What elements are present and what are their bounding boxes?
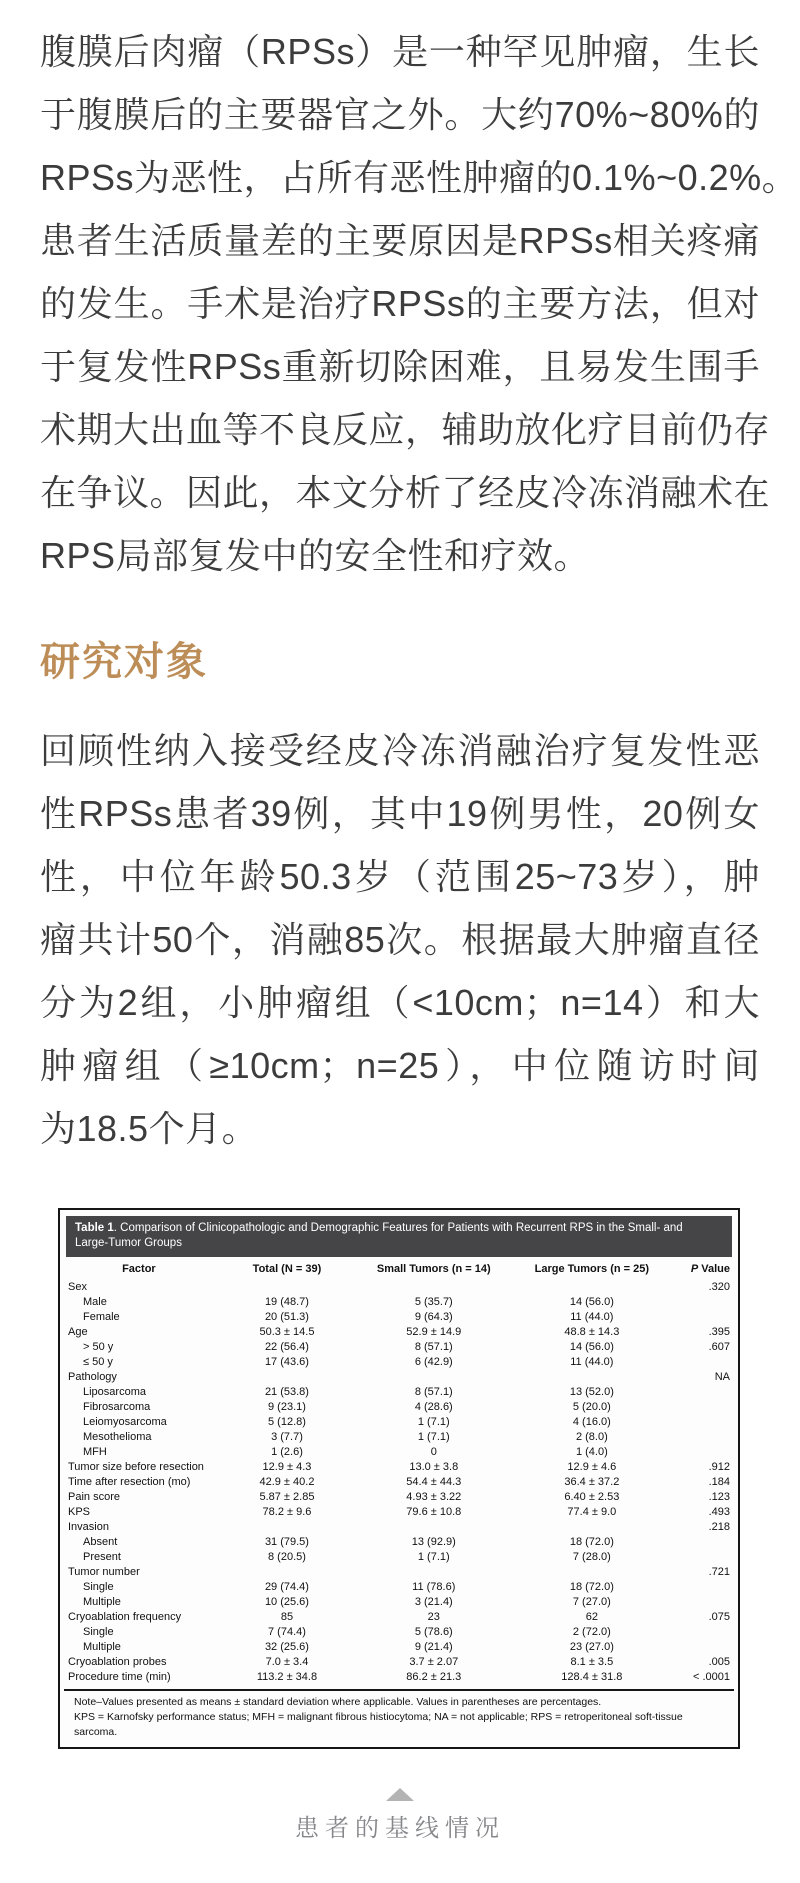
- methods-line: 肿瘤组（≥10cm；n=25），中位随访时间: [40, 1045, 760, 1086]
- factor-cell: Single: [83, 1581, 114, 1593]
- table-row: [64, 1340, 734, 1355]
- table-row: [64, 1595, 734, 1610]
- p-value-cell: [676, 1355, 734, 1370]
- small-tumors-cell: 3 (21.4): [414, 1596, 453, 1608]
- small-tumors-cell: 4.93 ± 3.22: [406, 1491, 462, 1503]
- total-cell: [214, 1520, 360, 1535]
- table-row: [64, 1625, 734, 1640]
- total-cell: 12.9 ± 4.3: [262, 1461, 312, 1473]
- large-tumors-cell: 13 (52.0): [569, 1386, 614, 1398]
- table-row: [64, 1355, 734, 1370]
- p-value-cell: [676, 1385, 734, 1400]
- table-row: [64, 1430, 734, 1445]
- large-tumors-cell: [507, 1520, 676, 1535]
- factor-cell: Fibrosarcoma: [83, 1401, 151, 1413]
- small-tumors-cell: [360, 1565, 507, 1580]
- factor-cell: Cryoablation probes: [68, 1656, 167, 1668]
- small-tumors-cell: 1 (7.1): [417, 1551, 450, 1563]
- total-cell: 22 (56.4): [264, 1341, 309, 1353]
- p-value-cell: [676, 1595, 734, 1610]
- intro-paragraph: [40, 20, 799, 587]
- large-tumors-cell: 36.4 ± 37.2: [564, 1476, 620, 1488]
- table1-title-text: . Comparison of Clinicopathologic and Demographic Features for Patients with Recurrent RPS in the Small- and Large-Tumor Groups: [75, 1222, 683, 1249]
- table1-title: [66, 1216, 732, 1257]
- p-value-cell: .005: [708, 1656, 730, 1668]
- large-tumors-cell: 48.8 ± 14.3: [564, 1326, 620, 1338]
- factor-cell: Present: [83, 1551, 121, 1563]
- p-value-cell: .721: [708, 1566, 730, 1578]
- large-tumors-cell: 62: [585, 1611, 598, 1623]
- factor-cell: MFH: [83, 1446, 107, 1458]
- p-value-cell: [676, 1625, 734, 1640]
- factor-cell: Leiomyosarcoma: [83, 1416, 167, 1428]
- large-tumors-cell: 11 (44.0): [570, 1311, 614, 1323]
- total-cell: 78.2 ± 9.6: [262, 1506, 312, 1518]
- intro-line: 的发生。手术是治疗RPSs的主要方法，但对: [40, 283, 760, 324]
- large-tumors-cell: [507, 1565, 676, 1580]
- total-cell: 5.87 ± 2.85: [259, 1491, 315, 1503]
- small-tumors-cell: 86.2 ± 21.3: [406, 1671, 462, 1683]
- small-tumors-cell: [360, 1370, 507, 1385]
- table-row: [64, 1310, 734, 1325]
- p-value-cell: .218: [708, 1521, 730, 1533]
- column-header-small-tumors: Small Tumors (n = 14): [376, 1263, 491, 1275]
- factor-cell: Pathology: [68, 1371, 117, 1383]
- factor-cell: Cryoablation frequency: [68, 1611, 182, 1623]
- p-value-cell: [676, 1415, 734, 1430]
- total-cell: 5 (12.8): [268, 1416, 306, 1428]
- small-tumors-cell: 1 (7.1): [417, 1416, 450, 1428]
- factor-cell: Age: [68, 1326, 88, 1338]
- factor-cell: Sex: [68, 1281, 87, 1293]
- factor-cell: Mesothelioma: [83, 1431, 152, 1443]
- large-tumors-cell: 18 (72.0): [569, 1581, 614, 1593]
- table-row: [64, 1415, 734, 1430]
- factor-cell: Time after resection (mo): [68, 1476, 191, 1488]
- total-cell: 9 (23.1): [268, 1401, 306, 1413]
- factor-cell: Single: [83, 1626, 114, 1638]
- factor-cell: KPS: [68, 1506, 91, 1518]
- factor-cell: Multiple: [83, 1641, 121, 1653]
- total-cell: 21 (53.8): [264, 1386, 309, 1398]
- large-tumors-cell: 11 (44.0): [570, 1356, 614, 1368]
- large-tumors-cell: 1 (4.0): [575, 1446, 608, 1458]
- large-tumors-cell: 5 (20.0): [572, 1401, 611, 1413]
- p-value-cell: [676, 1640, 734, 1655]
- intro-line: RPS局部复发中的安全性和疗效。: [40, 535, 591, 576]
- section-heading: 研究对象: [40, 639, 208, 684]
- large-tumors-cell: 7 (27.0): [572, 1596, 611, 1608]
- intro-line: 于腹膜后的主要器官之外。大约70%~80%的: [40, 94, 760, 135]
- total-cell: 20 (51.3): [264, 1311, 309, 1323]
- intro-line: 在争议。因此，本文分析了经皮冷冻消融术在: [40, 472, 771, 513]
- large-tumors-cell: 128.4 ± 31.8: [561, 1671, 623, 1683]
- total-cell: 3 (7.7): [271, 1431, 303, 1443]
- large-tumors-cell: 77.4 ± 9.0: [567, 1506, 617, 1518]
- p-value-cell: .395: [708, 1326, 730, 1338]
- total-cell: 8 (20.5): [268, 1551, 306, 1563]
- table1-notes: [64, 1689, 734, 1747]
- large-tumors-cell: 2 (72.0): [572, 1626, 611, 1638]
- large-tumors-cell: 14 (56.0): [569, 1341, 614, 1353]
- note-line: Note–Values presented as means ± standard deviation where applicable. Values in parentheses are percentages.: [74, 1696, 602, 1708]
- factor-cell: Multiple: [83, 1596, 121, 1608]
- column-header-total: Total (N = 39): [252, 1263, 322, 1275]
- small-tumors-cell: 0: [430, 1446, 437, 1458]
- intro-line: 于复发性RPSs重新切除困难，且易发生围手: [40, 346, 760, 387]
- p-value-cell: .912: [708, 1461, 730, 1473]
- p-value-cell: [676, 1580, 734, 1595]
- table-row: [64, 1535, 734, 1550]
- p-value-cell: [676, 1535, 734, 1550]
- p-value-cell: [676, 1400, 734, 1415]
- table-row: [64, 1550, 734, 1565]
- total-cell: 7 (74.4): [268, 1626, 306, 1638]
- total-cell: 42.9 ± 40.2: [259, 1476, 315, 1488]
- factor-cell: Absent: [83, 1536, 118, 1548]
- factor-cell: ≤ 50 y: [83, 1356, 113, 1368]
- large-tumors-cell: [507, 1370, 676, 1385]
- table-row: [64, 1520, 734, 1535]
- table-row: [64, 1490, 734, 1505]
- table-row: [64, 1325, 734, 1340]
- table-row: [64, 1280, 734, 1295]
- large-tumors-cell: 4 (16.0): [572, 1416, 611, 1428]
- total-cell: 85: [280, 1611, 294, 1623]
- small-tumors-cell: 4 (28.6): [414, 1401, 453, 1413]
- small-tumors-cell: [360, 1280, 507, 1295]
- methods-line: 为18.5个月。: [40, 1108, 259, 1149]
- factor-cell: Female: [83, 1311, 120, 1323]
- total-cell: 17 (43.6): [264, 1356, 309, 1368]
- p-value-cell: [676, 1445, 734, 1460]
- small-tumors-cell: 9 (21.4): [414, 1641, 453, 1653]
- total-cell: 32 (25.6): [264, 1641, 309, 1653]
- p-value-cell: [676, 1430, 734, 1445]
- small-tumors-cell: 8 (57.1): [414, 1341, 453, 1353]
- table-row: [64, 1475, 734, 1490]
- small-tumors-cell: 11 (78.6): [412, 1581, 456, 1593]
- table-row: [64, 1565, 734, 1580]
- p-value-cell: [676, 1310, 734, 1325]
- p-value-cell: .493: [708, 1506, 730, 1518]
- factor-cell: Tumor size before resection: [68, 1461, 204, 1473]
- p-value-cell: .075: [708, 1611, 730, 1623]
- small-tumors-cell: 6 (42.9): [414, 1356, 453, 1368]
- table-row: [64, 1385, 734, 1400]
- p-value-cell: < .0001: [692, 1671, 730, 1683]
- image-caption: 患者的基线情况: [295, 1815, 505, 1842]
- small-tumors-cell: 1 (7.1): [417, 1431, 450, 1443]
- intro-line: 腹膜后肉瘤（RPSs）是一种罕见肿瘤，生长: [40, 31, 760, 72]
- large-tumors-cell: 23 (27.0): [569, 1641, 614, 1653]
- table-row: [64, 1400, 734, 1415]
- methods-line: 瘤共计50个，消融85次。根据最大肿瘤直径: [40, 919, 760, 960]
- p-value-cell: .607: [708, 1341, 730, 1353]
- table-row: [64, 1445, 734, 1460]
- small-tumors-cell: [360, 1520, 507, 1535]
- small-tumors-cell: 8 (57.1): [414, 1386, 453, 1398]
- small-tumors-cell: 3.7 ± 2.07: [409, 1656, 459, 1668]
- total-cell: 19 (48.7): [264, 1296, 309, 1308]
- small-tumors-cell: 5 (35.7): [414, 1296, 453, 1308]
- factor-cell: Tumor number: [68, 1566, 140, 1578]
- small-tumors-cell: 54.4 ± 44.3: [406, 1476, 462, 1488]
- factor-cell: > 50 y: [83, 1341, 114, 1353]
- table1-figure: [58, 1208, 740, 1749]
- methods-line: 分为2组，小肿瘤组（<10cm；n=14）和大: [40, 982, 760, 1023]
- p-value-cell: [676, 1295, 734, 1310]
- total-cell: 7.0 ± 3.4: [265, 1656, 309, 1668]
- large-tumors-cell: 12.9 ± 4.6: [567, 1461, 617, 1473]
- large-tumors-cell: 6.40 ± 2.53: [564, 1491, 620, 1503]
- factor-cell: Liposarcoma: [83, 1386, 146, 1398]
- p-value-cell: [676, 1550, 734, 1565]
- small-tumors-cell: 79.6 ± 10.8: [406, 1506, 462, 1518]
- large-tumors-cell: 14 (56.0): [569, 1296, 614, 1308]
- table1-title-bold: Table 1: [75, 1222, 114, 1234]
- table-row: [64, 1295, 734, 1310]
- p-value-cell: .123: [708, 1491, 730, 1503]
- large-tumors-cell: 2 (8.0): [575, 1431, 608, 1443]
- small-tumors-cell: 23: [427, 1611, 440, 1623]
- table-row: [64, 1610, 734, 1625]
- methods-line: 回顾性纳入接受经皮冷冻消融治疗复发性恶: [40, 730, 760, 771]
- large-tumors-cell: 18 (72.0): [569, 1536, 614, 1548]
- methods-paragraph: [40, 719, 760, 1160]
- methods-line: 性，中位年龄50.3岁（范围25~73岁），肿: [40, 856, 760, 897]
- column-header-factor: Factor: [122, 1263, 156, 1275]
- small-tumors-cell: 5 (78.6): [414, 1626, 453, 1638]
- small-tumors-cell: 13 (92.9): [411, 1536, 456, 1548]
- factor-cell: Male: [83, 1296, 107, 1308]
- p-value-cell: NA: [714, 1371, 730, 1383]
- table1: [64, 1262, 734, 1685]
- total-cell: 50.3 ± 14.5: [259, 1326, 315, 1338]
- total-cell: 1 (2.6): [271, 1446, 303, 1458]
- large-tumors-cell: 7 (28.0): [572, 1551, 611, 1563]
- column-header-large-tumors: Large Tumors (n = 25): [534, 1263, 650, 1275]
- large-tumors-cell: 8.1 ± 3.5: [570, 1656, 614, 1668]
- p-value-cell: .320: [708, 1281, 730, 1293]
- table-row: [64, 1460, 734, 1475]
- total-cell: 10 (25.6): [264, 1596, 309, 1608]
- total-cell: [214, 1370, 360, 1385]
- table-row: [64, 1505, 734, 1520]
- total-cell: 31 (79.5): [264, 1536, 309, 1548]
- intro-line: 术期大出血等不良反应，辅助放化疗目前仍存: [40, 409, 771, 450]
- factor-cell: Invasion: [68, 1521, 109, 1533]
- table-row: [64, 1580, 734, 1595]
- intro-line: RPSs为恶性，占所有恶性肿瘤的0.1%~0.2%。: [40, 157, 799, 198]
- total-cell: 29 (74.4): [264, 1581, 309, 1593]
- small-tumors-cell: 13.0 ± 3.8: [409, 1461, 459, 1473]
- factor-cell: Procedure time (min): [68, 1671, 171, 1683]
- large-tumors-cell: [507, 1280, 676, 1295]
- methods-line: 性RPSs患者39例，其中19例男性，20例女: [40, 793, 760, 834]
- small-tumors-cell: 52.9 ± 14.9: [406, 1326, 462, 1338]
- table-row: [64, 1640, 734, 1655]
- intro-line: 患者生活质量差的主要原因是RPSs相关疼痛: [40, 220, 760, 261]
- small-tumors-cell: 9 (64.3): [414, 1311, 453, 1323]
- total-cell: [214, 1280, 360, 1295]
- table-row: [64, 1655, 734, 1670]
- p-value-cell: .184: [708, 1476, 730, 1488]
- total-cell: [214, 1565, 360, 1580]
- table-row: [64, 1370, 734, 1385]
- table-row: [64, 1670, 734, 1685]
- note-line: KPS = Karnofsky performance status; MFH = malignant fibrous histiocytoma; NA = not applicable; RPS = retroperitoneal soft-tissue sarcoma.: [74, 1711, 683, 1738]
- factor-cell: Pain score: [68, 1491, 120, 1503]
- up-triangle-icon: [386, 1788, 414, 1801]
- total-cell: 113.2 ± 34.8: [256, 1671, 318, 1683]
- column-header-p-value: P Value: [690, 1263, 730, 1275]
- table1-header-row: [64, 1262, 734, 1280]
